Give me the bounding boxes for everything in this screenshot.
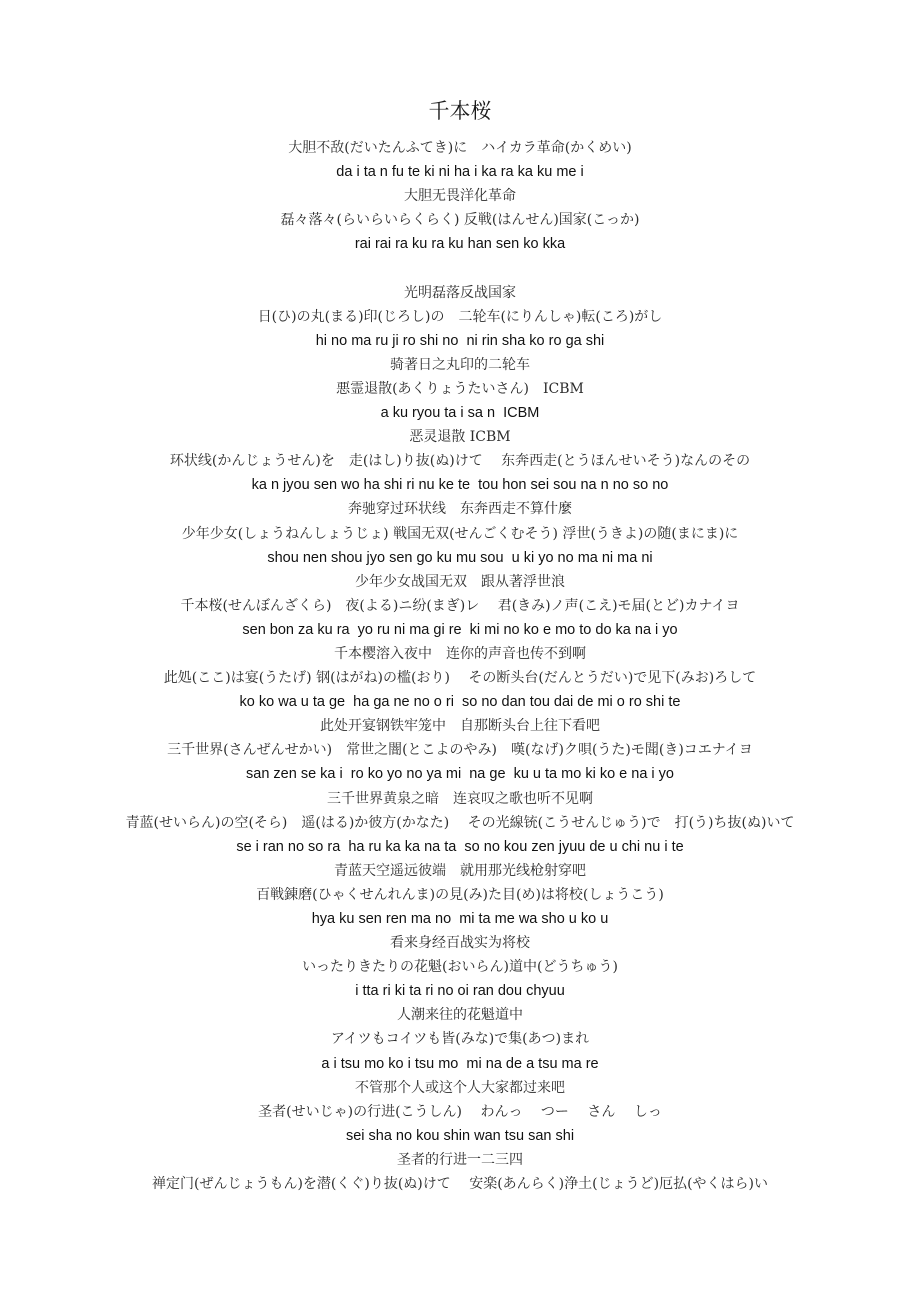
romaji-line: i tta ri ki ta ri no oi ran dou chyuu bbox=[355, 983, 565, 1000]
chinese-translation-line: 此处开宴钢铁牢笼中 自那断头台上往下看吧 bbox=[320, 718, 600, 735]
japanese-lyric-line: 环状线(かんじょうせん)を 走(はし)り抜(ぬ)けて 东奔西走(とうほんせいそう)なんのその bbox=[169, 453, 751, 470]
japanese-lyric-line: 悪霊退散(あくりょうたいさん) ICBM bbox=[336, 380, 584, 397]
romaji-line: rai rai ra ku ra ku han sen ko kka bbox=[354, 236, 566, 253]
japanese-lyric-line: いったりきたりの花魁(おいらん)道中(どうちゅう) bbox=[302, 959, 618, 976]
romaji-line: hi no ma ru ji ro shi no ni rin sha ko ro ga shi bbox=[315, 332, 605, 349]
romaji-line: sei sha no kou shin wan tsu san shi bbox=[345, 1127, 575, 1144]
chinese-translation-line: 千本樱溶入夜中 连你的声音也传不到啊 bbox=[334, 645, 586, 662]
romaji-line: se i ran no so ra ha ru ka ka na ta so no kou zen jyuu de u chi nu i te bbox=[236, 838, 684, 855]
japanese-lyric-line: 磊々落々(らいらいらくらく) 反戦(はんせん)国家(こっか) bbox=[280, 212, 640, 229]
japanese-lyric-line: 日(ひ)の丸(まる)印(じろし)の 二轮车(にりんしゃ)転(ころ)がし bbox=[257, 308, 663, 325]
japanese-lyric-line: 千本桜(せんぼんざくら) 夜(よる)ニ纷(まぎ)レ 君(きみ)ノ声(こえ)モ届(とど)カナイヨ bbox=[180, 597, 740, 614]
page-title: 千本桜 bbox=[428, 99, 492, 123]
romaji-line: a i tsu mo ko i tsu mo mi na de a tsu ma re bbox=[321, 1055, 599, 1072]
chinese-translation-line: 恶灵退散 ICBM bbox=[409, 429, 511, 446]
japanese-lyric-line: 少年少女(しょうねんしょうじょ) 戦国无双(せんごくむそう) 浮世(うきよ)の随(まにま)に bbox=[181, 525, 739, 542]
romaji-line: da i ta n fu te ki ni ha i ka ra ka ku me i bbox=[336, 164, 584, 181]
romaji-line: ko ko wa u ta ge ha ga ne no o ri so no dan tou dai de mi o ro shi te bbox=[239, 694, 681, 711]
romaji-line: sen bon za ku ra yo ru ni ma gi re ki mi no ko e mo to do ka na i yo bbox=[242, 621, 678, 638]
chinese-translation-line: 青蓝天空遥远彼端 就用那光线枪射穿吧 bbox=[334, 862, 586, 879]
chinese-translation-line: 看来身经百战实为将校 bbox=[390, 935, 530, 952]
japanese-lyric-line: アイツもコイツも皆(みな)で集(あつ)まれ bbox=[330, 1031, 590, 1048]
chinese-translation-line: 奔驰穿过环状线 东奔西走不算什麼 bbox=[348, 501, 572, 518]
japanese-lyric-line: 圣者(せいじゃ)の行进(こうしん) わんっ つー さん しっ bbox=[258, 1103, 662, 1120]
japanese-lyric-line: 三千世界(さんぜんせかい) 常世之闇(とこよのやみ) 嘆(なげ)ク唄(うた)モ聞(き)コエナイヨ bbox=[167, 742, 753, 759]
chinese-translation-line: 骑著日之丸印的二轮车 bbox=[390, 356, 530, 373]
romaji-line: hya ku sen ren ma no mi ta me wa sho u ko u bbox=[311, 911, 609, 927]
chinese-translation-line: 圣者的行进一二三四 bbox=[397, 1151, 523, 1168]
romaji-line: a ku ryou ta i sa n ICBM bbox=[380, 405, 540, 422]
japanese-lyric-line: 大胆不敌(だいたんふてき)に ハイカラ革命(かくめい) bbox=[288, 140, 632, 156]
chinese-translation-line: 少年少女战国无双 跟从著浮世浪 bbox=[355, 573, 565, 590]
japanese-lyric-line: 百戦錬磨(ひゃくせんれんま)の見(み)た目(め)は将校(しょうこう) bbox=[256, 886, 664, 903]
lyrics-body bbox=[0, 136, 920, 1196]
romaji-line: san zen se ka i ro ko yo no ya mi na ge ku u ta mo ki ko e na i yo bbox=[246, 766, 674, 783]
japanese-lyric-line: 青蓝(せいらん)の空(そら) 遥(はる)か彼方(かなた) その光線铳(こうせんじゅう)で 打(う)ち抜(ぬ)いて bbox=[125, 814, 795, 831]
chinese-translation-line: 三千世界黄泉之暗 连哀叹之歌也听不见啊 bbox=[327, 790, 593, 807]
japanese-lyric-line: 禅定门(ぜんじょうもん)を潜(くぐ)り抜(ぬ)けて 安楽(あんらく)浄土(じょうど)厄払(やくはら)い bbox=[152, 1176, 768, 1193]
romaji-line: ka n jyou sen wo ha shi ri nu ke te tou hon sei sou na n no so no bbox=[251, 477, 669, 494]
chinese-translation-line: 人潮来往的花魁道中 bbox=[397, 1007, 523, 1024]
chinese-translation-line: 大胆无畏洋化革命 bbox=[404, 188, 516, 205]
chinese-translation-line: 不管那个人或这个人大家都过来吧 bbox=[355, 1079, 565, 1096]
romaji-line: shou nen shou jyo sen go ku mu sou u ki yo no ma ni ma ni bbox=[267, 549, 653, 566]
blank-line bbox=[0, 256, 920, 280]
chinese-translation-line: 光明磊落反战国家 bbox=[404, 284, 516, 301]
japanese-lyric-line: 此処(ここ)は宴(うたげ) 钢(はがね)の槛(おり) その断头台(だんとうだい)で见下(みお)ろして bbox=[163, 670, 757, 687]
